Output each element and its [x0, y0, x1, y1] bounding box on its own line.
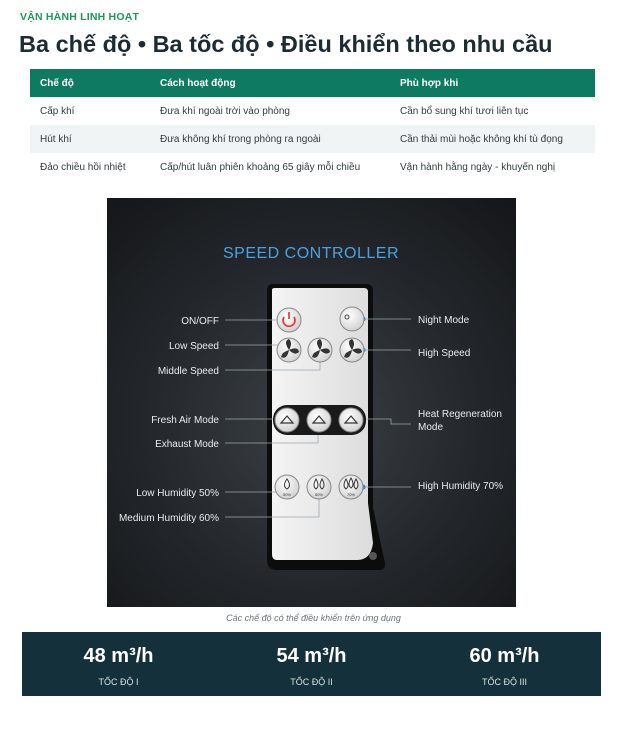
label-exhaust-mode: Exhaust Mode [155, 439, 219, 450]
column-header-operation: Cách hoạt động [150, 69, 390, 97]
image-caption: Các chế độ có thể điều khiển trên ứng dụng [226, 613, 401, 623]
heat-regeneration-mode-button[interactable] [339, 408, 363, 432]
table-cell: Cấp khí [40, 105, 75, 117]
speed-label: TỐC ĐỘ III [482, 677, 527, 687]
speed-label: TỐC ĐỘ I [98, 677, 139, 687]
speed-stat [22, 632, 215, 696]
high-humidity-button[interactable] [339, 475, 363, 499]
table-cell: Hút khí [30, 125, 150, 153]
speed-stats-bar [22, 632, 601, 696]
remote-diagram [107, 198, 516, 607]
speed-value: 60 m³/h [469, 645, 540, 667]
speed-value: 48 m³/h [83, 645, 154, 667]
table-cell: Đảo chiều hồi nhiệt [40, 161, 126, 173]
label-fresh-air-mode: Fresh Air Mode [151, 415, 219, 426]
speed-stat [215, 632, 408, 696]
medium-humidity-button[interactable] [307, 475, 331, 499]
exhaust-mode-button[interactable] [307, 408, 331, 432]
label-high-humidity: High Humidity 70% [418, 481, 504, 492]
table-cell: Đưa không khí trong phòng ra ngoài [150, 125, 390, 153]
table-row [30, 125, 595, 153]
middle-speed-button[interactable] [308, 338, 332, 362]
page-title: Ba chế độ • Ba tốc độ • Điều khiển theo nhu cầu [19, 31, 553, 57]
low-humidity-button[interactable] [275, 475, 299, 499]
night-mode-button[interactable] [340, 307, 364, 331]
label-high-speed: High Speed [418, 348, 471, 359]
fresh-air-mode-button[interactable] [275, 408, 299, 432]
medium-humidity-button-text: 60% [314, 492, 324, 497]
label-low-humidity: Low Humidity 50% [136, 488, 219, 499]
label-low-speed: Low Speed [168, 341, 219, 352]
remote-title: SPEED CONTROLLER [222, 245, 400, 262]
remote-controller-image [107, 198, 516, 607]
speed-label: TỐC ĐỘ II [290, 677, 333, 687]
column-header-suitable: Phù hợp khi [390, 69, 595, 97]
low-speed-button[interactable] [277, 338, 301, 362]
table-row [30, 153, 595, 181]
table-cell: Đưa khí ngoài trời vào phòng [160, 105, 290, 117]
speed-value: 54 m³/h [276, 645, 347, 667]
power-button[interactable] [277, 308, 301, 332]
high-humidity-button-text: 70% [346, 492, 356, 497]
label-heat-regeneration: Heat Regeneration [418, 409, 502, 420]
high-speed-button[interactable] [340, 338, 364, 362]
label-night-mode: Night Mode [418, 315, 470, 326]
low-humidity-button-text: 50% [282, 492, 292, 497]
table-cell: Cần thải mùi hoặc không khí tù đọng [390, 125, 595, 153]
table-header-row [30, 69, 595, 97]
modes-table [30, 69, 595, 181]
table-cell: Vận hành hằng ngày - khuyến nghị [400, 161, 556, 173]
label-on-off: ON/OFF [181, 316, 219, 327]
label-heat-regeneration-mode: Mode [418, 422, 444, 433]
speed-stat [408, 632, 601, 696]
table-row [30, 97, 595, 125]
column-header-mode: Chế độ [30, 69, 150, 97]
label-middle-speed: Middle Speed [157, 366, 219, 377]
label-medium-humidity: Medium Humidity 60% [118, 513, 219, 524]
table-cell: Cần bổ sung khí tươi liên tục [400, 105, 529, 117]
remote-led [369, 552, 377, 560]
table-cell: Cấp/hút luân phiên khoảng 65 giây mỗi chiều [160, 161, 361, 173]
section-eyebrow: VẬN HÀNH LINH HOẠT [20, 11, 140, 23]
